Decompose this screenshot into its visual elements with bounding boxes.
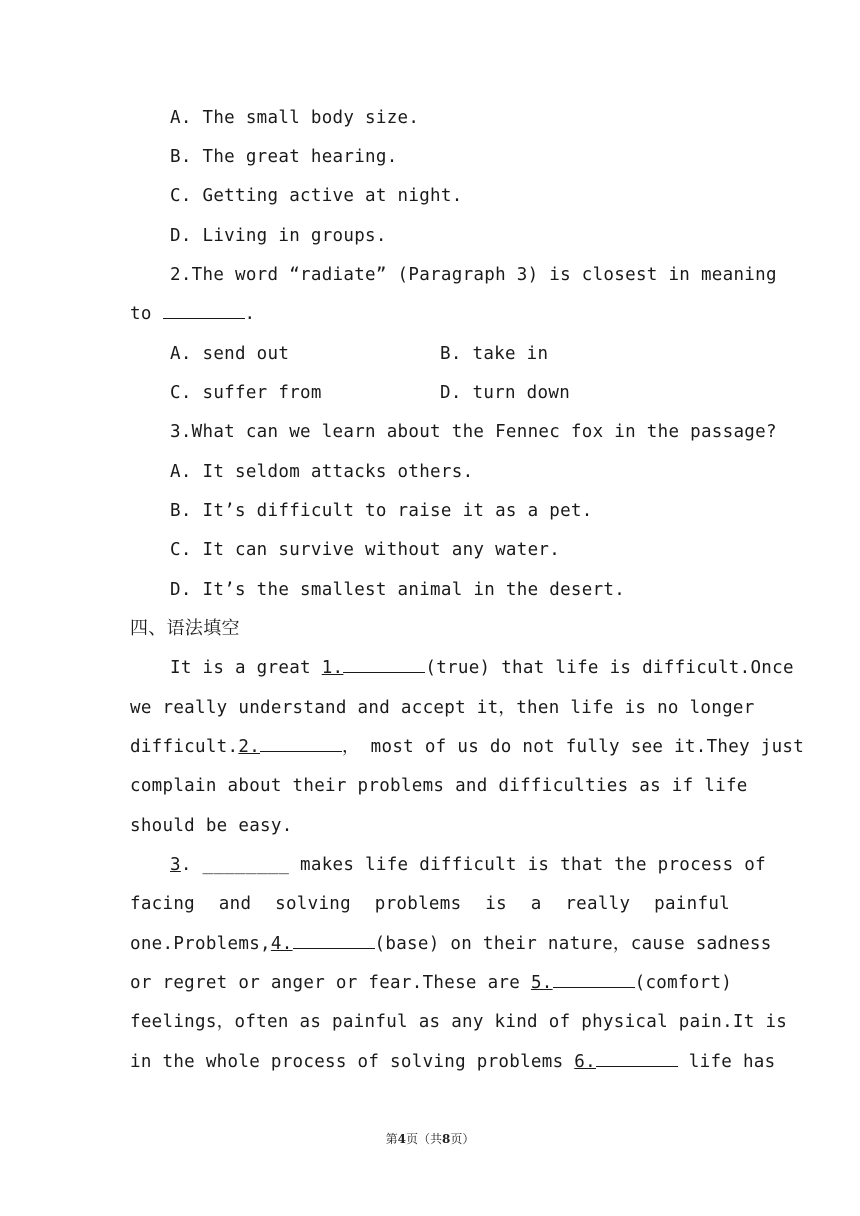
q1-option-c: C. Getting active at night. xyxy=(170,186,463,206)
q2-options-row2 xyxy=(170,381,730,405)
q2-option-d: D. turn down xyxy=(440,383,571,403)
passage-p1-line2: we really understand and accept it，then life is no longer xyxy=(130,698,755,718)
passage-text: or regret or anger or fear.These are xyxy=(130,973,531,993)
passage-p1-line3 xyxy=(130,735,805,759)
passage-p2-line3 xyxy=(130,932,772,956)
footer-suffix: 页） xyxy=(450,1132,475,1146)
footer-mid: 页（共 xyxy=(405,1132,442,1146)
footer-total-pages: 8 xyxy=(442,1132,451,1146)
blank-5-line xyxy=(553,971,635,988)
passage-p2-line4 xyxy=(130,971,733,995)
passage-text: one.Problems, xyxy=(130,934,271,954)
section-heading: 四、语法填空 xyxy=(130,618,240,639)
blank-5-number: 5. xyxy=(530,973,553,993)
blank-4-line xyxy=(293,932,375,949)
page-footer xyxy=(0,1130,860,1147)
passage-text: . ________ makes life difficult is that the process of xyxy=(180,855,766,875)
q2-option-b: B. take in xyxy=(440,344,549,364)
q3-option-b: B. It’s difficult to raise it as a pet. xyxy=(170,501,593,521)
blank-5 xyxy=(531,971,635,995)
blank-6 xyxy=(574,1050,678,1074)
passage-p2-line1 xyxy=(170,853,766,877)
passage-text: life has xyxy=(677,1052,776,1072)
q2-stem-line1: 2.The word “radiate” (Paragraph 3) is closest in meaning xyxy=(170,265,777,285)
passage-text: (comfort) xyxy=(634,973,733,993)
q2-option-a: A. send out xyxy=(170,344,290,364)
blank-4 xyxy=(271,932,375,956)
footer-page-number: 4 xyxy=(397,1132,406,1146)
q1-option-a: A. The small body size. xyxy=(170,108,420,128)
passage-p2-line5: feelings，often as painful as any kind of physical pain.It is xyxy=(130,1012,788,1032)
blank-6-number: 6. xyxy=(574,1052,596,1072)
passage-text: (true) that life is difficult.Once xyxy=(425,658,794,678)
q2-stem-prefix: to xyxy=(130,304,163,324)
blank-1-line xyxy=(343,656,425,673)
passage-text: It is a great xyxy=(170,658,322,678)
q2-option-c: C. suffer from xyxy=(170,383,322,403)
passage-text: (base) on their nature，cause sadness xyxy=(374,934,772,954)
footer-prefix: 第 xyxy=(385,1132,398,1146)
blank-1 xyxy=(322,656,426,680)
q1-option-b: B. The great hearing. xyxy=(170,147,398,167)
q1-option-d: D. Living in groups. xyxy=(170,226,387,246)
passage-text: in the whole process of solving problems xyxy=(130,1052,575,1072)
passage-p2-line6 xyxy=(130,1050,776,1074)
blank-4-number: 4. xyxy=(270,934,293,954)
q2-stem-suffix: . xyxy=(244,304,256,324)
q2-stem-line2 xyxy=(130,302,730,326)
blank-2 xyxy=(238,735,342,759)
passage-p2-line2: facing and solving problems is a really painful xyxy=(130,894,730,914)
blank-2-line xyxy=(260,735,342,752)
q3-option-a: A. It seldom attacks others. xyxy=(170,462,474,482)
blank-3: 3 xyxy=(170,855,181,875)
passage-p1-line5: should be easy. xyxy=(130,816,293,836)
q2-options-row1 xyxy=(170,342,730,366)
passage-p1-line1 xyxy=(170,656,794,680)
passage-text: difficult. xyxy=(130,737,239,757)
blank-6-line xyxy=(596,1050,678,1067)
blank-1-number: 1. xyxy=(321,658,344,678)
blank-2-number: 2. xyxy=(238,737,261,757)
q3-option-d: D. It’s the smallest animal in the desert. xyxy=(170,580,626,600)
q3-stem: 3.What can we learn about the Fennec fox in the passage? xyxy=(170,422,777,442)
q3-option-c: C. It can survive without any water. xyxy=(170,540,561,560)
passage-text: ， most of us do not fully see it.They just xyxy=(342,737,805,757)
passage-p1-line4: complain about their problems and difficulties as if life xyxy=(130,776,748,796)
q2-answer-blank xyxy=(163,302,245,319)
